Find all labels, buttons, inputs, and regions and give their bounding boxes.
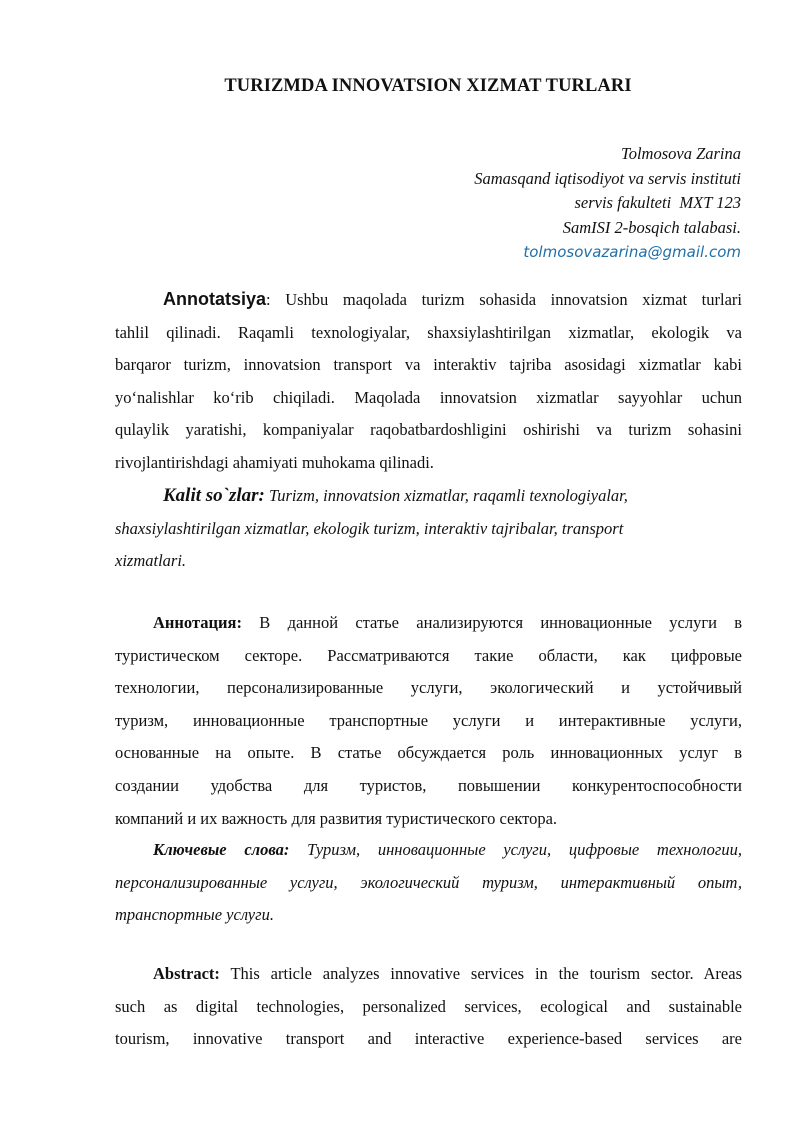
annotation-ru-line: создании удобства для туристов, повышении конкурентоспособности bbox=[115, 775, 742, 795]
annotation-ru-line: туризм, инновационные транспортные услуги и интерактивные услуги, bbox=[115, 710, 742, 730]
annotation-uz bbox=[115, 283, 742, 480]
keywords-ru bbox=[115, 834, 742, 932]
keywords-uz-line: xizmatlari. bbox=[115, 551, 187, 571]
annotation-uz-heading: Annotatsiya bbox=[163, 289, 267, 309]
annotation-ru-line: туристическом секторе. Рассматриваются такие области, как цифровые bbox=[115, 645, 742, 665]
author-name: Tolmosova Zarina bbox=[621, 144, 741, 163]
annotation-uz-line: barqaror turizm, innovatsion transport va interaktiv tajriba asosidagi xizmatlar kabi bbox=[115, 355, 742, 375]
annotation-uz-line: : Ushbu maqolada turizm sohasida innovatsion xizmat turlari bbox=[266, 290, 742, 309]
keywords-ru-line: персонализированные услуги, экологический туризм, интерактивный опыт, bbox=[115, 872, 742, 892]
author-institute: Samasqand iqtisodiyot va servis instituti bbox=[474, 168, 741, 188]
annotation-ru-line: компаний и их важность для развития туристического сектора. bbox=[115, 808, 558, 828]
keywords-ru-heading: Ключевые слова: bbox=[153, 840, 290, 859]
annotation-ru bbox=[115, 607, 742, 835]
annotation-ru-line: В данной статье анализируются инновационные услуги в bbox=[241, 613, 742, 632]
annotation-ru-line: основанные на опыте. В статье обсуждается роль инновационных услуг в bbox=[115, 743, 742, 763]
keywords-uz-line: shaxsiylashtirilgan xizmatlar, ekologik turizm, interaktiv tajribalar, transport bbox=[115, 518, 624, 538]
author-block bbox=[474, 142, 741, 265]
keywords-uz-heading: Kalit so`zlar: bbox=[163, 485, 265, 506]
abstract-en-line: such as digital technologies, personalized services, ecological and sustainable bbox=[115, 996, 742, 1016]
annotation-ru-line: технологии, персонализированные услуги, экологический и устойчивый bbox=[115, 678, 742, 698]
author-status: SamISI 2-bosqich talabasi. bbox=[562, 217, 741, 237]
abstract-en-line: This article analyzes innovative services in the tourism sector. Areas bbox=[219, 964, 742, 983]
annotation-uz-line: rivojlantirishdagi ahamiyati muhokama qilinadi. bbox=[115, 452, 434, 472]
annotation-uz-line: yo‘nalishlar ko‘rib chiqiladi. Maqolada innovatsion xizmatlar sayyohlar uchun bbox=[115, 387, 742, 407]
abstract-en-heading: Abstract: bbox=[153, 964, 220, 983]
abstract-en bbox=[115, 958, 742, 1056]
paper-title: TURIZMDA INNOVATSION XIZMAT TURLARI bbox=[224, 76, 632, 96]
keywords-uz-line: Turizm, innovatsion xizmatlar, raqamli texnologiyalar, bbox=[264, 486, 628, 505]
annotation-uz-line: tahlil qilinadi. Raqamli texnologiyalar, shaxsiylashtirilgan xizmatlar, ekologik va bbox=[115, 322, 742, 342]
author-faculty: servis fakulteti MXT 123 bbox=[574, 193, 741, 213]
annotation-ru-heading: Аннотация: bbox=[153, 613, 242, 632]
author-email-link[interactable]: tolmosovazarina@gmail.com bbox=[523, 243, 741, 262]
keywords-ru-line: Туризм, инновационные услуги, цифровые технологии, bbox=[289, 840, 742, 859]
annotation-uz-line: qulaylik yaratishi, kompaniyalar raqobatbardoshligini oshirishi va turizm sohasini bbox=[115, 420, 742, 440]
keywords-uz bbox=[115, 480, 742, 578]
abstract-en-line: tourism, innovative transport and interactive experience-based services are bbox=[115, 1029, 742, 1049]
keywords-ru-line: транспортные услуги. bbox=[115, 905, 274, 925]
